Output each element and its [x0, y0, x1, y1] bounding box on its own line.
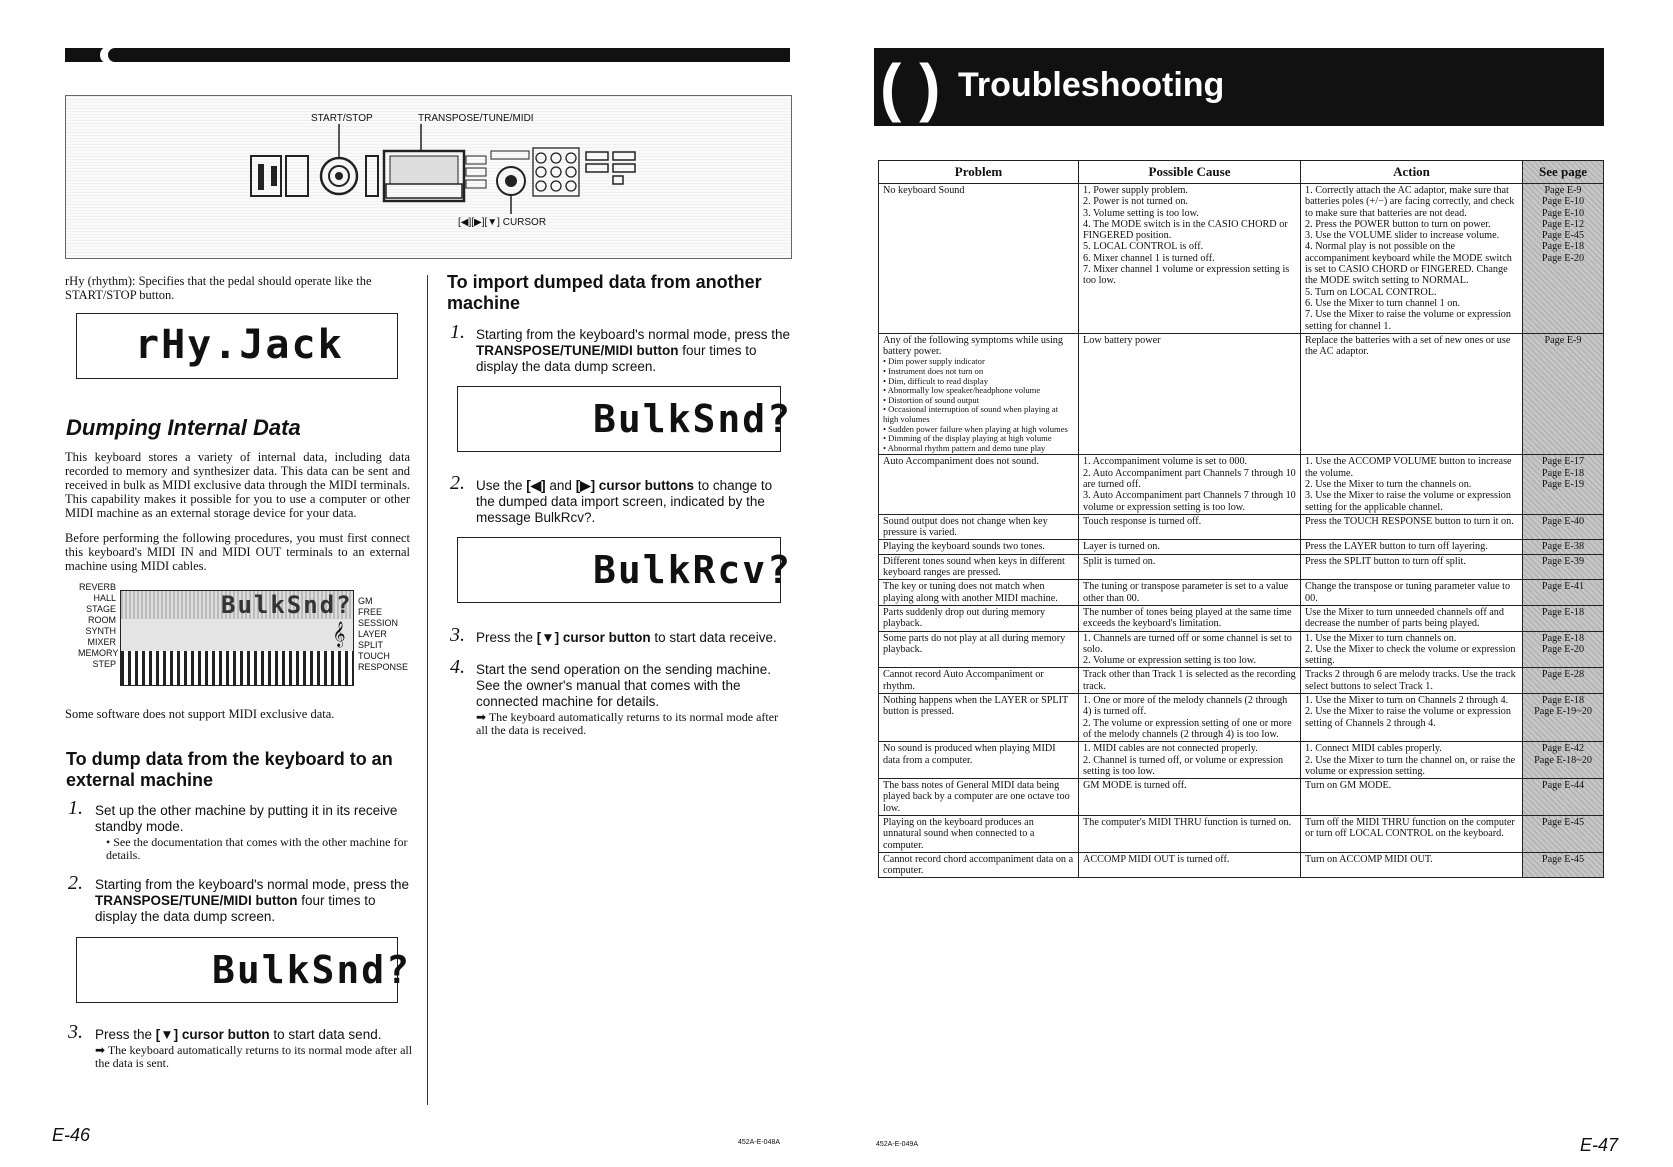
label-hall: HALL: [93, 593, 116, 603]
rhythm-description: rHy (rhythm): Specifies that the pedal should operate like the START/STOP button.: [65, 274, 372, 302]
problem-text: Parts suddenly drop out during memory playback.: [883, 606, 1046, 630]
problem-cell: [879, 779, 1079, 816]
action-item: Turn on ACCOMP MIDI OUT.: [1305, 853, 1433, 865]
section-title-dumping: Dumping Internal Data: [66, 415, 301, 440]
label-gm: GM: [358, 596, 373, 606]
see-page-cell: [1523, 184, 1604, 334]
import-step-1-text-a: Starting from the keyboard's normal mode, press the: [476, 327, 790, 342]
action-cell: [1301, 779, 1523, 816]
cause-cell: [1079, 779, 1301, 816]
table-row: [879, 852, 1604, 878]
action-item: 2. Use the Mixer to turn the channel on, or raise the volume or expression setting.: [1305, 754, 1516, 777]
see-page-cell: [1523, 580, 1604, 606]
page-reference: Page E-20: [1541, 252, 1585, 264]
header-action: Action: [1301, 161, 1523, 184]
page-reference: Page E-12: [1541, 218, 1585, 230]
cause-item: 4. The MODE switch is in the CASIO CHORD or FINGERED position.: [1083, 218, 1288, 242]
problem-cell: [879, 852, 1079, 878]
import-step-1-text: [476, 327, 790, 375]
action-cell: [1301, 631, 1523, 668]
column-divider: [427, 275, 428, 1105]
see-page-cell: [1523, 852, 1604, 878]
label-touch-response: TOUCH RESPONSE: [358, 651, 409, 672]
label-room: ROOM: [88, 615, 116, 625]
problem-text: Different tones sound when keys in different keyboard ranges are pressed.: [883, 555, 1065, 579]
lcd-dump-text: BulkSnd?: [212, 948, 412, 992]
page-title: Troubleshooting: [958, 66, 1225, 104]
problem-text: Nothing happens when the LAYER or SPLIT button is pressed.: [883, 695, 1069, 718]
action-item: 2. Use the Mixer to check the volume or expression setting.: [1305, 643, 1516, 667]
dump-step-1-note: • See the documentation that comes with the other machine for details.: [106, 835, 408, 862]
dump-step-3-text-c: to start data send.: [269, 1027, 382, 1042]
dump-step-2-text-c: four times to display the data dump screen.: [95, 893, 376, 924]
page-reference: Page E-18: [1541, 695, 1585, 707]
problem-cell: [879, 605, 1079, 631]
cause-item: ACCOMP MIDI OUT is turned off.: [1083, 853, 1230, 865]
lcd-import-rcv: [457, 537, 793, 603]
import-step-3-text-a: Press the: [476, 630, 537, 645]
see-page-cell: [1523, 455, 1604, 514]
action-item: 3. Use the VOLUME slider to increase volume.: [1305, 230, 1500, 242]
cause-item: 2. Volume or expression setting is too low.: [1083, 655, 1256, 667]
action-item: 1. Use the Mixer to turn channels on.: [1305, 632, 1457, 644]
table-row: [879, 184, 1604, 334]
problem-symptom: • Dim, difficult to read display: [883, 375, 989, 386]
cause-item: Touch response is turned off.: [1083, 515, 1202, 527]
problem-text: No sound is produced when playing MIDI data from a computer.: [883, 743, 1056, 766]
label-mixer: MIXER: [87, 637, 116, 647]
label-stage: STAGE: [86, 604, 116, 614]
cause-item: 5. LOCAL CONTROL is off.: [1083, 241, 1204, 253]
problem-text: Playing the keyboard sounds two tones.: [883, 541, 1045, 553]
label-reverb: REVERB: [78, 582, 116, 592]
lcd-rhy-jack: [76, 313, 398, 379]
page-reference: Page E-18~20: [1534, 754, 1592, 766]
import-step-4-number: 4.: [450, 656, 465, 678]
problem-cell: [879, 554, 1079, 580]
display-panel: [120, 590, 354, 686]
cause-cell: [1079, 668, 1301, 694]
problem-symptom: • Dimming of the display playing at high volume: [883, 433, 1052, 444]
lcd-import-snd: [457, 386, 793, 452]
table-row: [879, 631, 1604, 668]
dump-step-3-text: [95, 1027, 415, 1043]
problem-symptom: • Occasional interruption of sound when playing at high volumes: [883, 404, 1059, 425]
cause-item: 1. MIDI cables are not connected properly.: [1083, 743, 1258, 755]
header-problem: Problem: [879, 161, 1079, 184]
action-item: 1. Use the ACCOMP VOLUME button to increase the volume.: [1305, 456, 1512, 479]
see-page-cell: [1523, 605, 1604, 631]
see-page-cell: [1523, 742, 1604, 779]
header-possible-cause: Possible Cause: [1079, 161, 1301, 184]
dump-step-1-text: Set up the other machine by putting it in its receive standby mode.: [95, 803, 398, 834]
problem-text: The bass notes of General MIDI data being played back by a computer are one octave too low.: [883, 780, 1070, 814]
cause-item: 3. Volume setting is too low.: [1083, 207, 1199, 219]
problem-symptom: • Abnormally low speaker/headphone volume: [883, 385, 1041, 396]
cause-item: Low battery power: [1083, 334, 1161, 346]
page-reference: Page E-18: [1541, 241, 1585, 253]
action-cell: [1301, 605, 1523, 631]
import-step-2-number: 2.: [450, 472, 465, 494]
import-step-2-text: [476, 478, 790, 526]
cause-cell: [1079, 631, 1301, 668]
display-left-labels: [78, 582, 119, 670]
table-row: [879, 333, 1604, 455]
cause-item: The tuning or transpose parameter is set to a value other than 00.: [1083, 581, 1289, 604]
import-step-3-number: 3.: [450, 624, 465, 646]
dump-step-2-text: [95, 877, 415, 925]
see-page-cell: [1523, 554, 1604, 580]
label-step: STEP: [92, 659, 116, 669]
cause-item: 6. Mixer channel 1 is turned off.: [1083, 252, 1215, 264]
cause-item: The number of tones being played at the same time exceeds the keyboard's limitation.: [1083, 606, 1292, 630]
table-row: [879, 540, 1604, 554]
see-page-cell: [1523, 668, 1604, 694]
action-cell: [1301, 333, 1523, 455]
action-item: Press the LAYER button to turn off layering.: [1305, 541, 1488, 553]
import-step-3-button: [▼] cursor button: [536, 630, 651, 645]
action-item: Tracks 2 through 6 are melody tracks. Use the track select buttons to select Track 1.: [1305, 669, 1516, 692]
problem-text: Cannot record chord accompaniment data on a computer.: [883, 853, 1074, 877]
dump-step-1-number: 1.: [68, 797, 83, 819]
action-item: Turn on GM MODE.: [1305, 780, 1392, 792]
cause-item: 1. Channels are turned off or some channel is set to solo.: [1083, 632, 1292, 655]
problem-cell: [879, 455, 1079, 514]
label-cursor: [◀][▶][▼] CURSOR: [458, 217, 547, 228]
table-row: [879, 455, 1604, 514]
treble-clef-icon: 𝄞: [332, 621, 346, 646]
table-row: [879, 779, 1604, 816]
lcd-rhy-jack-text: rHy.Jack: [135, 322, 344, 368]
action-item: Replace the batteries with a set of new ones or use the AC adaptor.: [1305, 334, 1511, 358]
page-reference: Page E-10: [1541, 207, 1585, 219]
action-cell: [1301, 694, 1523, 742]
action-item: Change the transpose or tuning parameter value to 00.: [1305, 581, 1511, 604]
action-item: 6. Use the Mixer to turn channel 1 on.: [1305, 297, 1461, 309]
cause-item: 3. Auto Accompaniment part Channels 7 through 10 volume or expression setting is too low.: [1083, 490, 1296, 513]
title-parenthesis-icon: ( ): [880, 51, 941, 123]
page-reference: Page E-18: [1541, 467, 1585, 479]
cause-cell: [1079, 514, 1301, 540]
label-synth: SYNTH: [85, 626, 116, 636]
code-left: 452A-E-048A: [738, 1139, 781, 1146]
table-header-row: [879, 161, 1604, 184]
action-cell: [1301, 742, 1523, 779]
import-step-4-text: Start the send operation on the sending machine. See the owner's manual that comes with the connected machine for details.: [476, 662, 771, 709]
table-row: [879, 554, 1604, 580]
problem-text: Auto Accompaniment does not sound.: [883, 456, 1039, 468]
import-step-3-text: [476, 630, 790, 646]
dump-step-3-button: [▼] cursor button: [155, 1027, 270, 1042]
action-item: 1. Correctly attach the AC adaptor, make sure that batteries poles (+/−) are facing correctly, and check to make sure that batteries are not dead.: [1305, 185, 1515, 219]
header-bar-notch-inner: [108, 48, 124, 62]
page-reference: Page E-19: [1541, 478, 1585, 490]
cause-item: 2. Power is not turned on.: [1083, 196, 1188, 208]
page-number-right: E-47: [1580, 1135, 1619, 1155]
import-step-3-text-c: to start data receive.: [650, 630, 777, 645]
code-right: 452A-E-049A: [876, 1141, 919, 1148]
label-start-stop: START/STOP: [311, 113, 373, 124]
problem-cell: [879, 668, 1079, 694]
table-row: [879, 605, 1604, 631]
cause-cell: [1079, 455, 1301, 514]
import-step-2-right-button: [▶] cursor buttons: [575, 478, 695, 493]
see-page-cell: [1523, 514, 1604, 540]
dump-title: To dump data from the keyboard to an external machine: [66, 749, 393, 790]
problem-text: Some parts do not play at all during memory playback.: [883, 632, 1066, 655]
action-item: 2. Use the Mixer to raise the volume or expression setting of Channels 2 through 4.: [1305, 706, 1511, 729]
page-reference: Page E-45: [1541, 230, 1585, 242]
page-reference: Page E-44: [1541, 780, 1585, 792]
problem-cell: [879, 816, 1079, 853]
display-keyboard-icon: [121, 651, 353, 685]
cause-cell: [1079, 605, 1301, 631]
problem-text: Cannot record Auto Accompaniment or rhythm.: [883, 669, 1044, 692]
import-step-2-text-a: Use the: [476, 478, 527, 493]
action-item: 2. Use the Mixer to turn the channels on.: [1305, 478, 1472, 490]
dump-step-3-text-a: Press the: [95, 1027, 156, 1042]
cause-item: 2. Auto Accompaniment part Channels 7 through 10 are turned off.: [1083, 467, 1296, 490]
table-body: [879, 184, 1604, 878]
cause-item: The computer's MIDI THRU function is turned on.: [1083, 817, 1292, 828]
cause-cell: [1079, 333, 1301, 455]
dump-step-3-number: 3.: [68, 1021, 83, 1043]
problem-text: Any of the following symptoms while using battery power.: [883, 334, 1063, 358]
lcd-import-rcv-text: BulkRcv?: [593, 548, 793, 592]
action-item: 5. Turn on LOCAL CONTROL.: [1305, 286, 1437, 298]
page-reference: Page E-17: [1541, 456, 1585, 468]
see-page-cell: [1523, 816, 1604, 853]
cause-item: Track other than Track 1 is selected as the recording track.: [1083, 669, 1296, 692]
display-right-labels: [358, 596, 409, 673]
problem-cell: [879, 742, 1079, 779]
lcd-dump: [76, 937, 412, 1003]
label-layer: LAYER: [358, 629, 387, 639]
import-step-2-text-c: and: [545, 478, 576, 493]
cause-cell: [1079, 540, 1301, 554]
problem-symptom: • Instrument does not turn on: [883, 366, 984, 377]
action-cell: [1301, 668, 1523, 694]
dump-step-2-button: TRANSPOSE/TUNE/MIDI button: [95, 893, 298, 908]
page-number-left: E-46: [52, 1125, 91, 1145]
action-cell: [1301, 554, 1523, 580]
action-item: 7. Use the Mixer to raise the volume or expression setting for channel 1.: [1305, 309, 1511, 332]
page-reference: Page E-45: [1541, 853, 1585, 865]
see-page-cell: [1523, 694, 1604, 742]
action-item: 1. Connect MIDI cables properly.: [1305, 743, 1442, 755]
keyboard-diagram: [65, 95, 792, 259]
problem-symptom: • Dim power supply indicator: [883, 356, 985, 367]
import-step-1-button: TRANSPOSE/TUNE/MIDI button: [476, 343, 679, 358]
cause-cell: [1079, 184, 1301, 334]
problem-cell: [879, 580, 1079, 606]
action-cell: [1301, 455, 1523, 514]
page-reference: Page E-18: [1541, 606, 1585, 618]
page-reference: Page E-41: [1541, 581, 1585, 593]
action-cell: [1301, 540, 1523, 554]
action-cell: [1301, 580, 1523, 606]
see-page-cell: [1523, 631, 1604, 668]
dump-step-3-note: ➡ The keyboard automatically returns to its normal mode after all the data is sent.: [95, 1043, 413, 1070]
cause-item: 7. Mixer channel 1 volume or expression setting is too low.: [1083, 264, 1290, 287]
cause-item: Layer is turned on.: [1083, 541, 1160, 553]
cause-item: 1. Accompaniment volume is set to 000.: [1083, 456, 1248, 468]
cause-item: 1. Power supply problem.: [1083, 185, 1188, 196]
cause-item: 2. The volume or expression setting of one or more of the melody channels (2 through 4) is too low.: [1083, 717, 1292, 740]
page-reference: Page E-10: [1541, 196, 1585, 208]
cause-cell: [1079, 580, 1301, 606]
problem-cell: [879, 514, 1079, 540]
import-step-4-note: ➡ The keyboard automatically returns to its normal mode after all the data is received.: [476, 710, 779, 737]
dump-step-2-number: 2.: [68, 872, 83, 894]
page-reference: Page E-9: [1544, 334, 1582, 346]
troubleshooting-table: [878, 160, 1604, 878]
see-page-cell: [1523, 333, 1604, 455]
import-title: To import dumped data from another machine: [447, 272, 762, 313]
problem-cell: [879, 184, 1079, 334]
problem-symptom: • Sudden power failure when playing at high volumes: [883, 423, 1068, 434]
problem-cell: [879, 540, 1079, 554]
lcd-import-snd-text: BulkSnd?: [593, 397, 793, 441]
before-paragraph: Before performing the following procedures, you must first connect this keyboard's MIDI IN and MIDI OUT terminals to an external machine using MIDI cables.: [65, 531, 410, 573]
page-reference: Page E-45: [1541, 817, 1585, 828]
left-header-bar: [65, 48, 790, 62]
cause-item: 2. Channel is turned off, or volume or expression setting is too low.: [1083, 754, 1284, 777]
label-memory: MEMORY: [78, 648, 119, 658]
dump-step-2-text-a: Starting from the keyboard's normal mode, press the: [95, 877, 409, 892]
cause-cell: [1079, 742, 1301, 779]
cause-item: GM MODE is turned off.: [1083, 780, 1187, 792]
action-item: 3. Use the Mixer to raise the volume or expression setting for the applicable channel.: [1305, 490, 1511, 513]
display-diagram: [78, 582, 408, 692]
action-cell: [1301, 852, 1523, 878]
problem-cell: [879, 694, 1079, 742]
import-step-2-text-e: to change to the dumped data import screen, indicated by the message BulkRcv?.: [476, 478, 773, 525]
page-reference: Page E-42: [1541, 743, 1585, 755]
import-step-1-number: 1.: [450, 321, 465, 343]
action-item: 2. Press the POWER button to turn on power.: [1305, 218, 1491, 230]
import-step-1-text-c: four times to display the data dump screen.: [476, 343, 757, 374]
display-lcd-text: BulkSnd?: [221, 591, 353, 619]
problem-symptom: • Abnormal rhythm pattern and demo tune play: [883, 442, 1046, 453]
label-free-session: FREE SESSION: [358, 607, 399, 628]
action-item: Turn off the MIDI THRU function on the computer or turn off LOCAL CONTROL on the keyboard.: [1305, 817, 1515, 840]
cause-cell: [1079, 694, 1301, 742]
label-split: SPLIT: [358, 640, 384, 650]
label-transpose-tune-midi: TRANSPOSE/TUNE/MIDI: [418, 113, 534, 124]
problem-text: No keyboard Sound: [883, 185, 965, 196]
table-row: [879, 694, 1604, 742]
cause-cell: [1079, 816, 1301, 853]
page-reference: Page E-39: [1541, 555, 1585, 567]
action-cell: [1301, 184, 1523, 334]
problem-text: Playing on the keyboard produces an unnatural sound when connected to a computer.: [883, 817, 1035, 851]
page-reference: Page E-38: [1541, 541, 1585, 553]
cause-cell: [1079, 852, 1301, 878]
page-reference: Page E-28: [1541, 669, 1585, 681]
see-page-cell: [1523, 779, 1604, 816]
cause-item: 1. One or more of the melody channels (2 through 4) is turned off.: [1083, 695, 1288, 718]
table-row: [879, 514, 1604, 540]
page-reference: Page E-9: [1544, 185, 1582, 196]
software-note: Some software does not support MIDI exclusive data.: [65, 707, 335, 721]
action-item: 4. Normal play is not possible on the accompaniment keyboard while the MODE switch is set to CASIO CHORD or FINGERED. Change the MODE switch setting to NORMAL.: [1305, 241, 1512, 287]
page-reference: Page E-20: [1541, 643, 1585, 655]
table-row: [879, 742, 1604, 779]
action-item: Press the SPLIT button to turn off split.: [1305, 555, 1466, 567]
header-see-page: See page: [1523, 161, 1604, 184]
table-row: [879, 816, 1604, 853]
action-item: Press the TOUCH RESPONSE button to turn it on.: [1305, 515, 1514, 527]
table-row: [879, 668, 1604, 694]
problem-cell: [879, 333, 1079, 455]
problem-cell: [879, 631, 1079, 668]
page-reference: Page E-40: [1541, 515, 1585, 527]
problem-text: Sound output does not change when key pressure is varied.: [883, 515, 1048, 539]
page-reference: Page E-19~20: [1534, 706, 1592, 718]
see-page-cell: [1523, 540, 1604, 554]
table-row: [879, 580, 1604, 606]
intro-paragraph: This keyboard stores a variety of internal data, including data recorded to memory and synthesizer data. This data can be sent and received in bulk as MIDI exclusive data through the MIDI terminals. This capability makes it possible for you to use a computer or other MIDI machine as an external storage device for your data.: [65, 450, 410, 520]
cause-cell: [1079, 554, 1301, 580]
action-cell: [1301, 816, 1523, 853]
action-cell: [1301, 514, 1523, 540]
page-reference: Page E-18: [1541, 632, 1585, 644]
action-item: Use the Mixer to turn unneeded channels off and decrease the number of parts being played.: [1305, 606, 1504, 630]
problem-symptom: • Distortion of sound output: [883, 394, 980, 405]
problem-text: The key or tuning does not match when playing along with another MIDI machine.: [883, 581, 1058, 604]
cause-item: Split is turned on.: [1083, 555, 1156, 567]
import-step-2-left-button: [◀]: [526, 478, 546, 493]
action-item: 1. Use the Mixer to turn on Channels 2 through 4.: [1305, 695, 1509, 707]
